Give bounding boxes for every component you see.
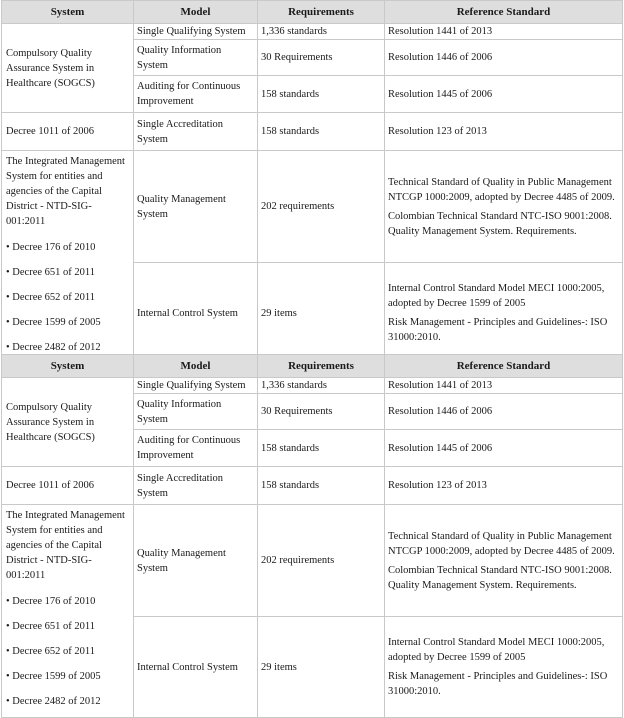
decree-list <box>6 235 129 360</box>
table-row <box>2 467 623 505</box>
header-reference: Reference Standard <box>385 1 623 24</box>
decree-item: • Decree 176 of 2010 <box>6 242 96 253</box>
header-reference: Reference Standard <box>385 355 623 378</box>
sogcs-name: Compulsory Quality Assurance System in Healthcare (SOGCS) <box>2 24 134 113</box>
table-row <box>2 151 623 263</box>
header-row <box>2 1 623 24</box>
standards-table-repeat <box>1 354 623 718</box>
reference-cell: Resolution 1445 of 2006 <box>385 76 623 113</box>
requirements-cell: 30 Requirements <box>258 40 385 76</box>
requirements-cell: 30 Requirements <box>258 394 385 430</box>
header-model: Model <box>134 355 258 378</box>
model-cell: Internal Control System <box>134 263 258 364</box>
decree-item: • Decree 652 of 2011 <box>6 646 96 657</box>
model-cell: Quality Information System <box>134 394 258 430</box>
reference-cell: Resolution 1441 of 2013 <box>385 24 623 40</box>
reference-cell <box>385 505 623 617</box>
reference-cell: Resolution 123 of 2013 <box>385 113 623 151</box>
requirements-cell: 29 items <box>258 617 385 718</box>
sogcs-name: Compulsory Quality Assurance System in Healthcare (SOGCS) <box>2 378 134 467</box>
model-cell: Quality Management System <box>134 505 258 617</box>
reference-cell: Resolution 1446 of 2006 <box>385 40 623 76</box>
requirements-cell: 202 requirements <box>258 151 385 263</box>
decree-item: • Decree 1599 of 2005 <box>6 317 101 328</box>
decree-item: • Decree 2482 of 2012 <box>6 696 101 707</box>
reference-paragraph: Technical Standard of Quality in Public Management NTCGP 1000:2009, adopted by Decree 4485 of 2009. <box>388 176 615 203</box>
requirements-cell: 158 standards <box>258 113 385 151</box>
reference-cell: Resolution 1446 of 2006 <box>385 394 623 430</box>
model-cell: Single Qualifying System <box>134 24 258 40</box>
requirements-cell: 202 requirements <box>258 505 385 617</box>
requirements-cell: 1,336 standards <box>258 378 385 394</box>
requirements-cell: 158 standards <box>258 467 385 505</box>
sig-name: The Integrated Management System for entities and agencies of the Capital District - NTD-SIG-001:2011 <box>6 510 125 581</box>
sig-system-cell <box>2 151 134 364</box>
requirements-cell: 29 items <box>258 263 385 364</box>
reference-paragraph: Colombian Technical Standard NTC-ISO 9001:2008. Quality Management System. Requirements. <box>388 564 612 591</box>
sogcs-decree: Decree 1011 of 2006 <box>2 113 134 151</box>
header-requirements: Requirements <box>258 355 385 378</box>
reference-cell <box>385 151 623 263</box>
decree-item: • Decree 176 of 2010 <box>6 596 96 607</box>
decree-item: • Decree 652 of 2011 <box>6 292 96 303</box>
model-cell: Auditing for Continuous Improvement <box>134 430 258 467</box>
header-row <box>2 355 623 378</box>
table-row <box>2 113 623 151</box>
sogcs-decree: Decree 1011 of 2006 <box>2 467 134 505</box>
model-cell: Single Qualifying System <box>134 378 258 394</box>
decree-item: • Decree 2482 of 2012 <box>6 342 101 353</box>
reference-paragraph: Risk Management - Principles and Guidelines-: ISO 31000:2010. <box>388 317 608 344</box>
table-row <box>2 505 623 617</box>
model-cell: Internal Control System <box>134 617 258 718</box>
model-cell: Auditing for Continuous Improvement <box>134 76 258 113</box>
reference-paragraph: Risk Management - Principles and Guidelines-: ISO 31000:2010. <box>388 671 608 698</box>
requirements-cell: 158 standards <box>258 430 385 467</box>
reference-cell: Resolution 123 of 2013 <box>385 467 623 505</box>
requirements-cell: 1,336 standards <box>258 24 385 40</box>
reference-cell: Resolution 1445 of 2006 <box>385 430 623 467</box>
decree-item: • Decree 651 of 2011 <box>6 621 96 632</box>
reference-paragraph: Internal Control Standard Model MECI 1000:2005, adopted by Decree 1599 of 2005 <box>388 283 605 310</box>
sig-name: The Integrated Management System for entities and agencies of the Capital District - NTD-SIG-001:2011 <box>6 156 125 227</box>
standards-table <box>1 0 623 364</box>
decree-list <box>6 589 129 714</box>
requirements-cell: 158 standards <box>258 76 385 113</box>
model-cell: Quality Information System <box>134 40 258 76</box>
reference-paragraph: Internal Control Standard Model MECI 1000:2005, adopted by Decree 1599 of 2005 <box>388 637 605 664</box>
decree-item: • Decree 651 of 2011 <box>6 267 96 278</box>
model-cell: Single Accreditation System <box>134 113 258 151</box>
reference-cell <box>385 617 623 718</box>
reference-cell <box>385 263 623 364</box>
decree-item: • Decree 1599 of 2005 <box>6 671 101 682</box>
sig-system-cell <box>2 505 134 718</box>
header-system: System <box>2 355 134 378</box>
model-cell: Quality Management System <box>134 151 258 263</box>
header-system: System <box>2 1 134 24</box>
table-row <box>2 378 623 394</box>
header-requirements: Requirements <box>258 1 385 24</box>
reference-cell: Resolution 1441 of 2013 <box>385 378 623 394</box>
reference-paragraph: Technical Standard of Quality in Public Management NTCGP 1000:2009, adopted by Decree 4485 of 2009. <box>388 530 615 557</box>
model-cell: Single Accreditation System <box>134 467 258 505</box>
header-model: Model <box>134 1 258 24</box>
table-row <box>2 24 623 40</box>
reference-paragraph: Colombian Technical Standard NTC-ISO 9001:2008. Quality Management System. Requirements. <box>388 210 612 237</box>
